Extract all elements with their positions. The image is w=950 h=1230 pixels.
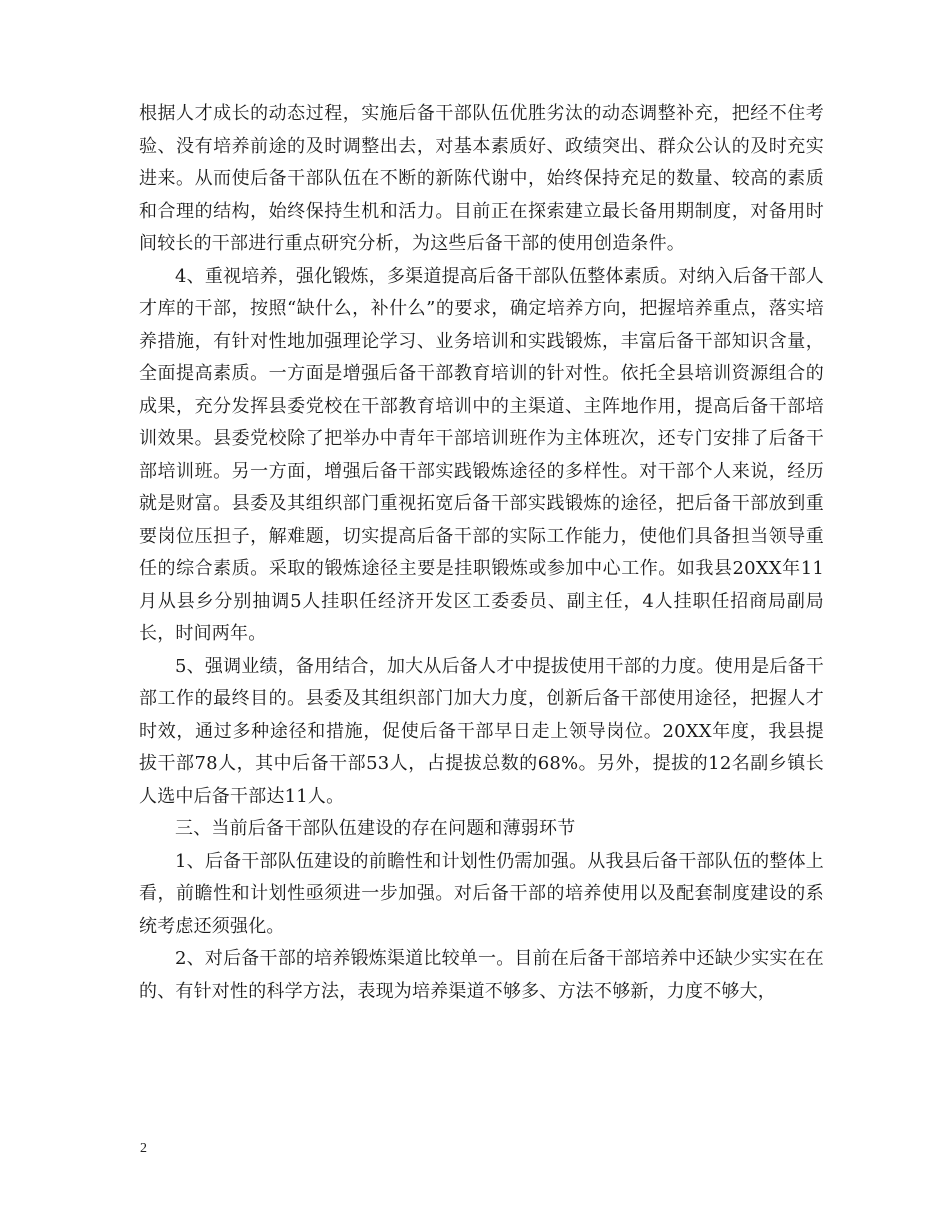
paragraph-2: 4、重视培养，强化锻炼，多渠道提高后备干部队伍整体素质。对纳入后备干部人才库的干部，按照“缺什么，补什么”的要求，确定培养方向，把握培养重点，落实培养措施，有针对性地加强理论学习、业务培训和实践锻炼，丰富后备干部知识含量，全面提高素质。一方面是增强后备干部教育培训的针对性。依托全县培训资源组合的成果，充分发挥县委党校在干部教育培训中的主渠道、主阵地作用，提高后备干部培训效果。县委党校除了把举办中青年干部培训班作为主体班次，还专门安排了后备干部培训班。另一方面，增强后备干部实践锻炼途径的多样性。对干部个人来说，经历就是财富。县委及其组织部门重视拓宽后备干部实践锻炼的途径，把后备干部放到重要岗位压担子，解难题，切实提高后备干部的实际工作能力，使他们具备担当领导重任的综合素质。采取的锻炼途径主要是挂职锻炼或参加中心工作。如我县20XX年11月从县乡分别抽调5人挂职任经济开发区工委委员、副主任，4人挂职任招商局副局长，时间两年。 [139,265,824,644]
page-number: 2 [140,1141,147,1156]
paragraph-5: 2、对后备干部的培养锻炼渠道比较单一。目前在后备干部培养中还缺少实实在在的、有针对性的科学方法，表现为培养渠道不够多、方法不够新，力度不够大， [139,948,824,1002]
paragraph-4: 1、后备干部队伍建设的前瞻性和计划性仍需加强。从我县后备干部队伍的整体上看，前瞻性和计划性亟须进一步加强。对后备干部的培养使用以及配套制度建设的系统考虑还须强化。 [139,850,824,937]
paragraph-3: 5、强调业绩，备用结合，加大从后备人才中提拔使用干部的力度。使用是后备干部工作的最终目的。县委及其组织部门加大力度，创新后备干部使用途径，把握人才时效，通过多种途径和措施，促使后备干部早日走上领导岗位。20XX年度，我县提拔干部78人，其中后备干部53人，占提拔总数的68%。另外，提拔的12名副乡镇长人选中后备干部达11人。 [139,655,824,807]
paragraph-1: 根据人才成长的动态过程，实施后备干部队伍优胜劣汰的动态调整补充，把经不住考验、没有培养前途的及时调整出去，对基本素质好、政绩突出、群众公认的及时充实进来。从而使后备干部队伍在不断的新陈代谢中，始终保持充足的数量、较高的素质和合理的结构，始终保持生机和活力。目前正在探索建立最长备用期制度，对备用时间较长的干部进行重点研究分析，为这些后备干部的使用创造条件。 [139,103,824,254]
section-heading: 三、当前后备干部队伍建设的存在问题和薄弱环节 [175,818,576,839]
body-text [139,98,824,1008]
